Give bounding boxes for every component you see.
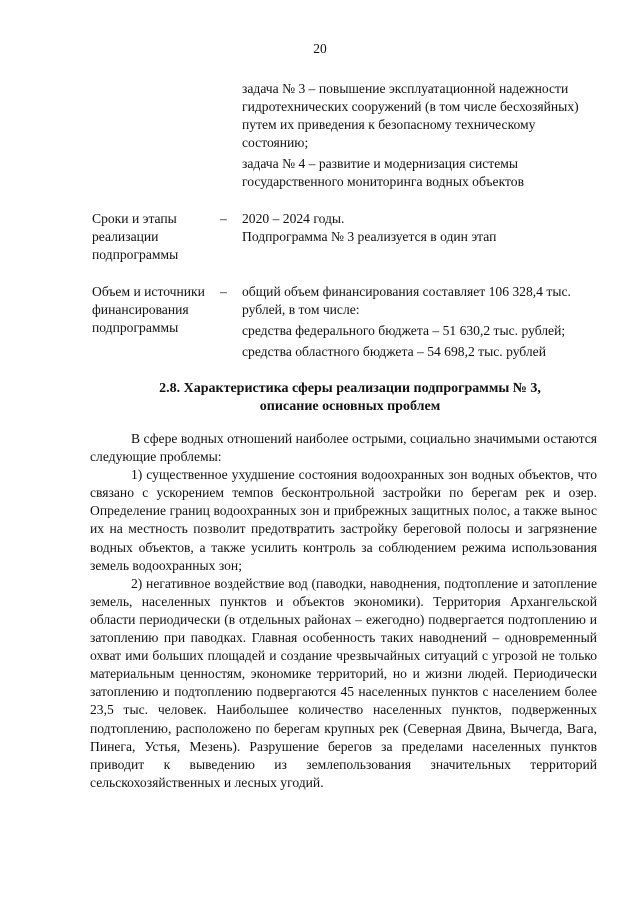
passport-dash: – [220,284,227,299]
task-4: задача № 4 – развитие и модернизация системы государственного мониторинга водных объектов [242,156,524,189]
passport-line: общий объем финансирования составляет 106 328,4 тыс. рублей, в том числе: [242,284,571,317]
paragraph: 2) негативное воздействие вод (паводки, наводнения, подтопление и затопление земель, населенных пунктов и объектов экономики). Территория Архангельской области периодически (в отдельных районах – ежегодно) подвергается подтоплению и затоплению при паводках. Главная особенность таких наводнений – одновременный охват ими больших площадей и создание чрезвычайных ситуаций с угрозой не только материальным ценностям, экономике территорий, но и жизни людей. Периодически затоплению и подтоплению подвергаются 45 населенных пунктов с населением более 23,5 тыс. человек. Наибольшее количество населенных пунктов, подверженных подтоплению, расположено по берегам крупных рек (Северная Двина, Вычегда, Вага, Пинега, Устья, Мезень). Разрушение берегов за пределами населенных пунктов приводит к выведению из землепользования значительных территорий сельскохозяйственных и лесных угодий. [90,575,597,790]
section-heading: 2.8. Характеристика сферы реализации подпрограммы № 3, описание основных проблем [159,381,541,414]
body-text [90,430,597,792]
page-number: 20 [313,41,327,56]
paragraph: 1) существенное ухудшение состояния водоохранных зон водных объектов, что связано с ускорением темпов бесконтрольной застройки по берегам рек и озер. Определение границ водоохранных зон и прибрежных защитных полос, а также вынос их на местность позволит предотвратить застройку береговой полосы и загрязнение водных объектов, а также усилить контроль за соблюдением режима использования земель водоохранных зон; [90,467,597,573]
passport-dash: – [220,211,227,226]
passport-line: Подпрограмма № 3 реализуется в один этап [242,229,497,244]
task-list [242,80,602,191]
passport-line: 2020 – 2024 годы. [242,211,345,226]
passport-label: Сроки и этапы реализации подпрограммы [92,211,179,262]
passport-line: средства областного бюджета – 54 698,2 тыс. рублей [242,344,546,359]
passport-value [242,210,602,246]
passport-label: Объем и источники финансирования подпрограммы [92,284,205,335]
passport-value [242,283,602,361]
paragraph: В сфере водных отношений наиболее острыми, социально значимыми остаются следующие проблемы: [90,431,597,465]
passport-line: средства федерального бюджета – 51 630,2 тыс. рублей; [242,323,566,338]
task-3: задача № 3 – повышение эксплуатационной надежности гидротехнических сооружений (в том числе бесхозяйных) путем их приведения к безопасному техническому состоянию; [242,81,579,150]
